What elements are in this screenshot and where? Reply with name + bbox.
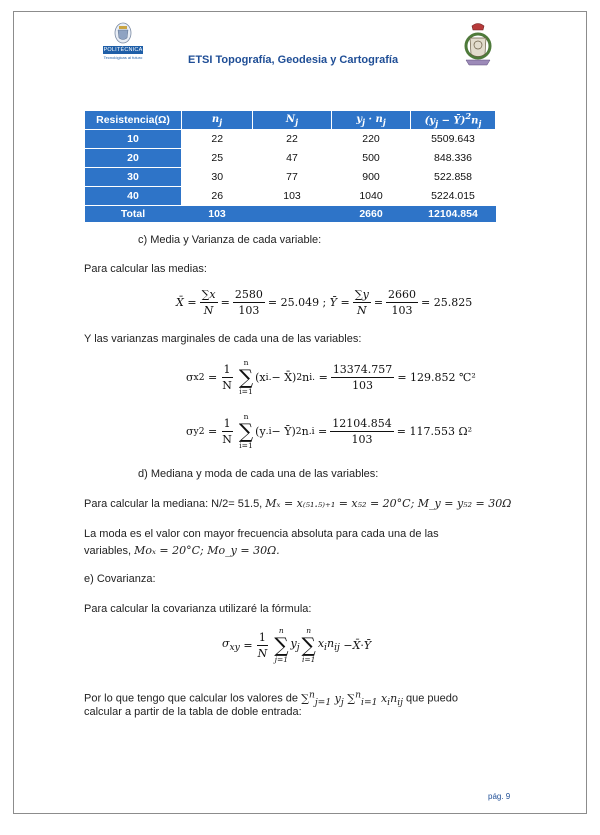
cell-n: 25	[211, 152, 224, 164]
cell-N: 47	[286, 152, 298, 164]
section-c-heading: c) Media y Varianza de cada variable:	[138, 234, 322, 246]
moda-line-1: La moda es el valor con mayor frecuencia absoluta para cada una de las	[84, 528, 439, 540]
variance-x-formula: σ x 2 = $\frac{1}{N}$ n ∑ i=1 (x i. − X̄) 2 n i. = $\frac{13374.757}{103}$ = 129.852 ℃²	[186, 358, 476, 396]
cell-var: 848.336	[434, 152, 472, 164]
etsi-crest-logo	[458, 22, 498, 68]
var-x-denominator: 103	[352, 378, 374, 392]
cell-N: 103	[283, 190, 301, 202]
variance-y-formula: σ y 2 = $\frac{1}{N}$ n ∑ i=1 (y .i − Ȳ) 2 n .i = $\frac{12104.854}{103}$ = 117.553 Ω²	[186, 412, 473, 450]
covarianza-intro: Para calcular la covarianza utilizaré la fórmula:	[84, 603, 312, 615]
cell-yn: 1040	[359, 190, 383, 202]
header-Nj: $N_j$	[253, 111, 332, 130]
final-text-b: que puedo	[402, 692, 459, 705]
section-e-heading: e) Covarianza:	[84, 573, 156, 585]
mediana-text: Para calcular la mediana: N/2= 51.5,	[84, 498, 266, 510]
upm-crest-icon	[112, 22, 134, 44]
row-key: 20	[85, 149, 182, 168]
upm-logo	[100, 22, 146, 64]
sum-expression: ∑$^n_{j=1}$ $y_j$ ∑$^n_{i=1}$ $x_in_{ij}$	[301, 689, 403, 708]
page-title: ETSI Topografía, Geodesia y Cartografía	[188, 54, 399, 66]
mean-x-denominator: 103	[238, 304, 260, 317]
cell-var: 522.858	[434, 171, 472, 183]
total-yn: 2660	[332, 206, 411, 223]
mediana-line	[84, 497, 511, 510]
cell-N: 22	[286, 133, 298, 146]
header-nj: $n_j$	[182, 111, 253, 130]
mean-y-numerator: 2660	[388, 288, 417, 301]
medias-intro: Para calcular las medias:	[84, 263, 207, 275]
moda-line-2	[84, 544, 280, 557]
table-row	[85, 130, 496, 149]
total-label: Total	[85, 206, 182, 223]
section-d-heading: d) Mediana y moda de cada una de las variables:	[138, 468, 379, 480]
cell-n: 26	[211, 190, 224, 202]
header-resistencia: Resistencia(Ω)	[85, 111, 182, 130]
upm-logo-label: POLITÉCNICA	[103, 47, 143, 53]
table-row	[85, 168, 496, 187]
var-y-value: = 117.553 Ω²	[396, 424, 473, 438]
mean-y-value: = 25.825	[421, 296, 473, 309]
cell-n: 22	[211, 133, 224, 146]
moda-equation: Moₓ = 20°C; Mo_y = 30Ω.	[134, 544, 280, 557]
var-x-numerator: 13374.757	[332, 362, 393, 376]
total-N	[253, 206, 332, 223]
final-text-a: Por lo que tengo que calcular los valores de	[84, 692, 302, 705]
cell-yn: 220	[362, 133, 380, 146]
upm-logo-tagline: Tecnológicas al futuro	[103, 55, 143, 60]
table-row	[85, 149, 496, 168]
row-key: 30	[85, 168, 182, 187]
table-total-row	[85, 206, 496, 223]
mean-x-numerator: 2580	[234, 288, 263, 301]
header-var-term: ($y_j$ − $Ȳ)^2n_j$	[411, 111, 496, 130]
mean-formula: X̄ = $\frac{\sum x}{N}$ = $\frac{2580}{103}$ = 25.049 ; Ȳ = $\frac{\sum y}{N}$ = $\frac{2660}{103}$ = 25.825	[176, 288, 473, 317]
var-y-denominator: 103	[351, 432, 373, 446]
final-line-2: calcular a partir de la tabla de doble entrada:	[84, 706, 302, 718]
row-key: 40	[85, 187, 182, 206]
row-key: 10	[85, 130, 182, 149]
table-row	[85, 187, 496, 206]
cell-yn: 900	[362, 171, 380, 183]
covariance-formula: $\sigma_{xy}$ = $\frac{1}{N}$ n ∑ j=1 $y_j$ n ∑ i=1 $x_in_{ij}$ − X̄ · Ȳ	[222, 626, 372, 664]
etsi-crest-icon	[458, 22, 498, 68]
varianzas-intro: Y las varianzas marginales de cada una de las variables:	[84, 333, 362, 345]
table-header-row	[85, 111, 496, 130]
cell-N: 77	[286, 171, 298, 183]
var-x-value: = 129.852 ℃²	[397, 370, 476, 384]
page-number: pág. 9	[488, 792, 511, 801]
mean-x-value: = 25.049 ;	[267, 296, 327, 309]
cell-n: 30	[211, 171, 224, 183]
header-yj-nj: $y_j \cdot n_j$	[332, 111, 411, 130]
total-var: 12104.854	[411, 206, 496, 223]
mediana-equation: Mₓ = x₍₅₁.₅₎₊₁ = x₅₂ = 20°C; M_y = y₅₂ = 30Ω	[265, 497, 512, 510]
mean-y-denominator: 103	[391, 304, 413, 317]
moda-text: variables,	[84, 545, 135, 557]
var-y-numerator: 12104.854	[332, 416, 392, 430]
cell-yn: 500	[362, 152, 380, 164]
frequency-table	[84, 110, 496, 222]
cell-var: 5509.643	[431, 133, 475, 146]
total-n: 103	[182, 206, 253, 223]
cell-var: 5224.015	[431, 190, 475, 202]
